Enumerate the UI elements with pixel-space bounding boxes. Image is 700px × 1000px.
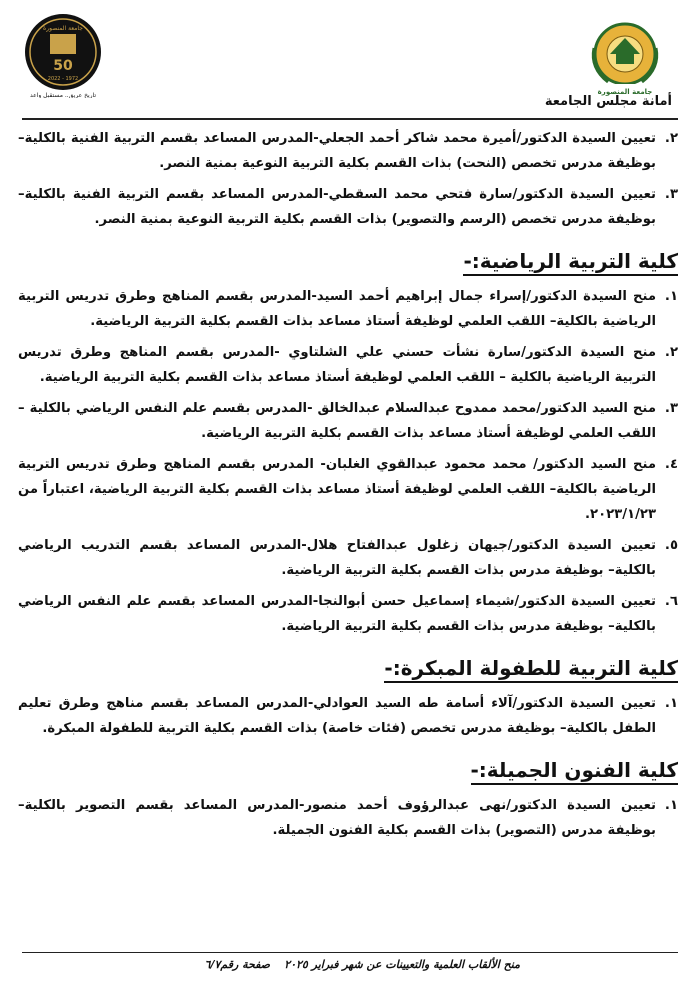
anniversary-years: 1972 - 2022 xyxy=(47,76,79,82)
university-logo-text: جامعة المنصورة xyxy=(597,88,653,96)
list-item: ٣. منح السيد الدكتور/محمد ممدوح عبدالسلام عبدالخالق -المدرس بقسم علم النفس الرياضي بالكلية – اللقب العلمي لوظيفة أستاذ مساعد بذات القسم بكلية التربية الرياضية. xyxy=(18,401,678,441)
page-header xyxy=(0,0,700,120)
list-item: ١. تعيين السيدة الدكتور/نهى عبدالرؤوف أحمد منصور-المدرس المساعد بقسم التصوير بالكلية– بوظيفة مدرس (التصوير) بذات القسم بكلية الفنون الجميلة. xyxy=(18,798,678,838)
section-fine-arts xyxy=(18,755,678,843)
council-title: أمانة مجلس الجامعة xyxy=(544,94,672,109)
list-item: ١. منح السيدة الدكتور/إسراء جمال إبراهيم أحمد السيد-المدرس بقسم المناهج وطرق تدريس التربية الرياضية بالكلية– اللقب العلمي لوظيفة أستاذ مساعد بذات القسم بكلية التربية الرياضية. xyxy=(18,289,678,329)
footer-text: منح الألقاب العلمية والتعيينات عن شهر فبراير ٢٠٢٥ xyxy=(284,958,520,971)
anniversary-logo xyxy=(22,10,104,98)
header-divider xyxy=(22,118,678,120)
list-item: ٢. منح السيدة الدكتور/سارة نشأت حسني علي الشلتاوي -المدرس بقسم المناهج وطرق تدريس التربية الرياضية بالكلية – اللقب العلمي لوظيفة أستاذ مساعد بذات القسم بكلية التربية الرياضية. xyxy=(18,345,678,385)
document-body xyxy=(18,126,678,849)
list-item: ٢. تعيين السيدة الدكتور/أميرة محمد شاكر أحمد الجعلي-المدرس المساعد بقسم التربية الفنية بالكلية– بوظيفة مدرس تخصص (النحت) بذات القسم بكلية التربية النوعية بمنية النصر. xyxy=(18,131,678,171)
anniversary-top-text: جامعة المنصورة xyxy=(43,25,83,32)
list-item: ١. تعيين السيدة الدكتور/آلاء أسامة طه السيد العوادلي-المدرس المساعد بقسم مناهج وطرق تعليم الطفل بالكلية– بوظيفة مدرس تخصص (فئات خاصة) بذات القسم بكلية التربية للطفولة المبكرة. xyxy=(18,696,678,736)
anniversary-number: 50 xyxy=(53,58,73,74)
university-logo xyxy=(580,18,670,98)
section-title: كلية التربية للطفولة المبكرة:- xyxy=(18,653,678,683)
list-item: ٣. تعيين السيدة الدكتور/سارة فتحي محمد السقطي-المدرس المساعد بقسم التربية الفنية بالكلية– بوظيفة مدرس تخصص (الرسم والتصوير) بذات القسم بكلية التربية النوعية بمنية النصر. xyxy=(18,187,678,227)
section-title: كلية التربية الرياضية:- xyxy=(18,246,678,276)
list-item: ٥. تعيين السيدة الدكتور/جيهان زغلول عبدالفتاح هلال-المدرس المساعد بقسم التدريب الرياضي بالكلية– بوظيفة مدرس بذات القسم بكلية التربية الرياضية. xyxy=(18,538,678,578)
section-physical-education xyxy=(18,246,678,639)
section-specific-education-cont xyxy=(18,126,678,232)
list-item: ٦. تعيين السيدة الدكتور/شيماء إسماعيل حسن أبوالنجا-المدرس المساعد بقسم علم النفس الرياضي بالكلية– بوظيفة مدرس بذات القسم بكلية التربية الرياضية. xyxy=(18,594,678,634)
page-number: صفحة رقم٦/٧ xyxy=(204,958,270,971)
section-early-childhood xyxy=(18,653,678,741)
list-item: ٤. منح السيد الدكتور/ محمد محمود عبدالقوي الغلبان- المدرس بقسم المناهج وطرق تدريس التربية الرياضية بالكلية– اللقب العلمي لوظيفة أستاذ مساعد بذات القسم بكلية التربية الرياضية، اعتباراً من ٢٠٢٣/١/٢٣. xyxy=(18,457,678,522)
footer-divider xyxy=(22,952,678,953)
section-title: كلية الفنون الجميلة:- xyxy=(18,755,678,785)
anniversary-slogan: تاريخ عريق.. مستقبل واعد xyxy=(29,92,97,98)
